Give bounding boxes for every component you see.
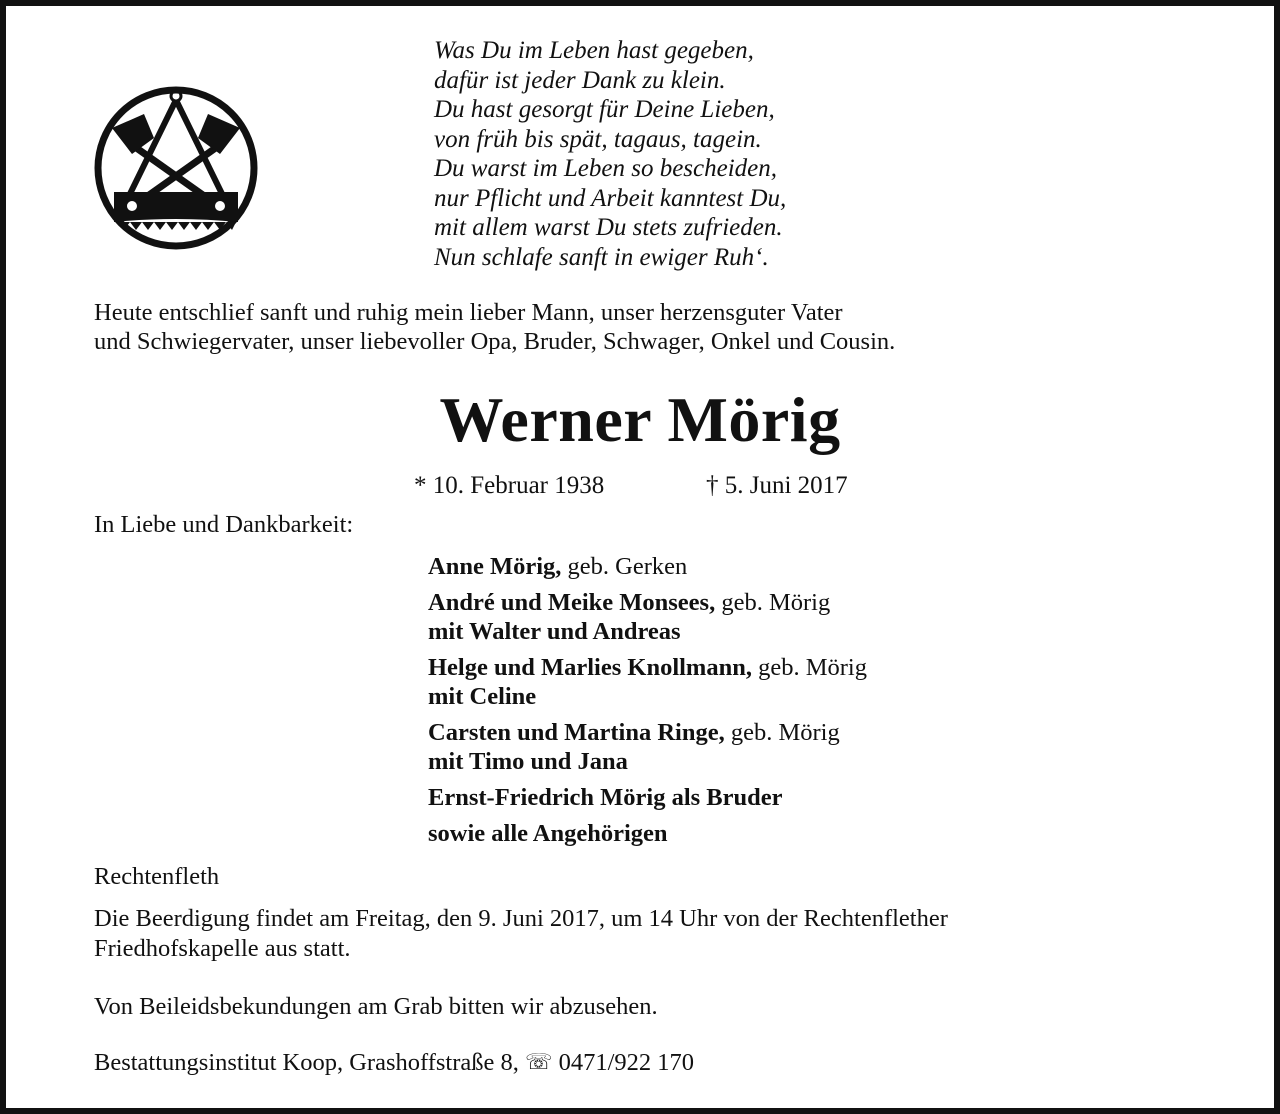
mourner-name: Anne Mörig, bbox=[428, 553, 562, 580]
funeral-info bbox=[94, 904, 948, 964]
phone-number: 0471/922 170 bbox=[558, 1049, 695, 1076]
mourner-entry bbox=[428, 588, 867, 646]
mourner-name: André und Meike Monsees, bbox=[428, 589, 716, 616]
poem-line: mit allem warst Du stets zufrieden. bbox=[434, 214, 783, 241]
deceased-name: Werner Mörig bbox=[439, 384, 841, 455]
mourner-entry bbox=[428, 819, 867, 848]
mourner-children: mit Walter und Andreas bbox=[428, 618, 681, 645]
mourner-name: sowie alle Angehörigen bbox=[428, 820, 668, 847]
memorial-poem bbox=[434, 36, 786, 272]
mourner-children: mit Celine bbox=[428, 683, 537, 710]
poem-line: Was Du im Leben hast gegeben, bbox=[434, 37, 754, 64]
announcement-line: Heute entschlief sanft und ruhig mein lieber Mann, unser herzensguter Vater bbox=[94, 299, 843, 326]
funeral-home-contact bbox=[94, 1048, 694, 1078]
poem-line: Du hast gesorgt für Deine Lieben, bbox=[434, 96, 775, 123]
poem-line: dafür ist jeder Dank zu klein. bbox=[434, 66, 726, 94]
carpenter-guild-emblem-icon bbox=[92, 84, 260, 252]
funeral-home-address: Bestattungsinstitut Koop, Grashoffstraße 8, bbox=[94, 1049, 525, 1076]
mourner-note: geb. Mörig bbox=[715, 589, 831, 616]
mourner-note: geb. Gerken bbox=[561, 553, 688, 580]
announcement-text bbox=[94, 298, 895, 356]
funeral-line: Friedhofskapelle aus statt. bbox=[94, 935, 351, 962]
place-name: Rechtenfleth bbox=[94, 863, 220, 890]
condolence-note: Von Beileidsbekundungen am Grab bitten wir abzusehen. bbox=[94, 993, 658, 1020]
mourner-name: Ernst-Friedrich Mörig als Bruder bbox=[428, 784, 783, 811]
dedication-line: In Liebe und Dankbarkeit: bbox=[94, 511, 354, 538]
poem-line: nur Pflicht und Arbeit kanntest Du, bbox=[434, 184, 787, 212]
poem-line: von früh bis spät, tagaus, tagein. bbox=[434, 125, 762, 153]
mourner-note: geb. Mörig bbox=[724, 719, 840, 746]
mourners-list bbox=[428, 552, 867, 855]
mourner-entry bbox=[428, 552, 867, 581]
mourner-name: Carsten und Martina Ringe, bbox=[428, 719, 725, 746]
mourner-entry bbox=[428, 783, 867, 812]
mourner-name: Helge und Marlies Knollmann, bbox=[428, 654, 752, 681]
mourner-children: mit Timo und Jana bbox=[428, 748, 628, 775]
mourner-entry bbox=[428, 653, 867, 711]
announcement-line: und Schwiegervater, unser liebevoller Opa, Bruder, Schwager, Onkel und Cousin. bbox=[94, 328, 896, 355]
mourner-entry bbox=[428, 718, 867, 776]
poem-line: Du warst im Leben so bescheiden, bbox=[434, 155, 778, 182]
poem-line: Nun schlafe sanft in ewiger Ruh‘. bbox=[434, 243, 769, 271]
funeral-line: Die Beerdigung findet am Freitag, den 9. Juni 2017, um 14 Uhr von der Rechtenflether bbox=[94, 905, 948, 932]
birth-date: * 10. Februar 1938 bbox=[414, 472, 605, 499]
telephone-icon: ☏ bbox=[524, 1050, 553, 1075]
mourner-note: geb. Mörig bbox=[751, 654, 867, 681]
death-date: † 5. Juni 2017 bbox=[706, 472, 848, 499]
